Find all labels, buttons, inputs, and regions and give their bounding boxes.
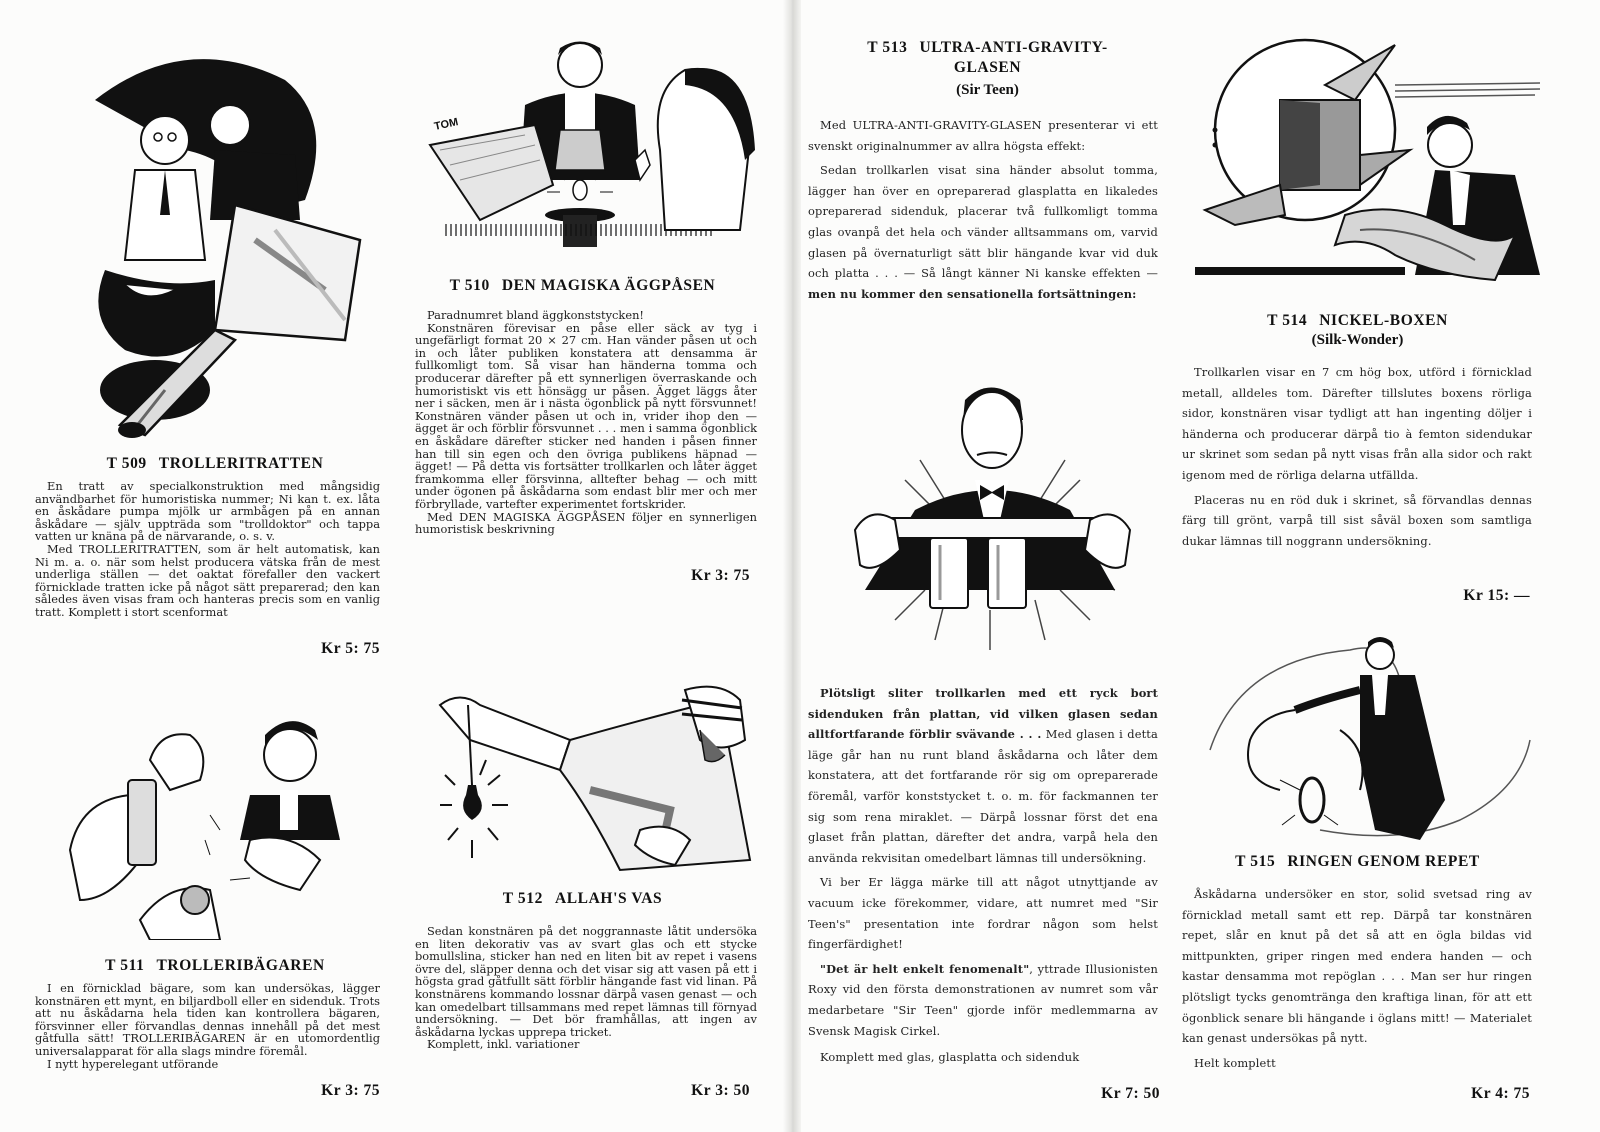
item-code: T 514 [1267,312,1308,329]
item-title-t513 [815,38,1160,78]
item-price-t512: Kr 3: 50 [691,1082,750,1099]
description-paragraph: Med ULTRA-ANTI-GRAVITY-GLASEN presenterar vi ett svenskt originalnummer av allra högsta effekt: [808,118,1158,153]
svg-text:TOM: TOM [433,116,460,133]
item-description-t514 [1182,362,1532,555]
hanging-vase-illustration [420,680,760,885]
item-name: NICKEL-BOXEN [1319,312,1448,329]
item-price-t513: Kr 7: 50 [1101,1085,1160,1102]
item-title-t515 [1185,853,1530,871]
item-name-line1: ULTRA-ANTI-GRAVITY- [919,39,1108,56]
item-title-t512 [410,890,755,908]
egg-bag-magician-illustration [415,30,760,255]
floating-glasses-illustration [825,360,1160,660]
item-code: T 513 [867,39,908,56]
item-title-t514 [1185,312,1530,330]
magic-cup-icon [60,700,360,940]
item-code: T 511 [105,957,145,974]
emphasis-text: Plötsligt sliter trollkarlen med ett ryck bort sidenduken från plattan, vid vilken glasen sedan alltfortfarande förblir svävande . . . [808,686,1158,742]
item-description-t513-intro [808,115,1158,308]
item-price-t515: Kr 4: 75 [1471,1085,1530,1102]
item-title-t509 [40,455,390,473]
item-price-t511: Kr 3: 75 [321,1082,380,1099]
description-paragraph: I nytt hyperelegant utförande [47,1056,219,1071]
item-name: DEN MAGISKA ÄGGPÅSEN [501,277,716,294]
description-paragraph: Med DEN MAGISKA ÄGGPÅSEN följer en synnerligen humoristisk beskrivning [415,509,757,537]
emphasis-text: men nu kommer den sensationella fortsättningen: [808,286,1137,301]
item-code: T 512 [502,890,543,907]
floating-glasses-icon [825,360,1160,660]
description-paragraph: Trollkarlen visar en 7 cm hög box, utförd i förnicklad metall, alldeles tom. Därefter tillslutes boxens rörliga sidor, konstnären visar tydligt att han ingenting döljer i händerna och producerar därpå tio à femton sidendukar ur skrinet som sedan på nytt visas från alla sidor och rakt igenom med de rörliga delarna utfällda. [1182,365,1532,482]
description-paragraph: Sedan konstnären på det noggrannaste låtit undersöka en liten dekorativ vas av svart glas och ett stycke bomullslina, sticker han ned en liten bit av repet i vasens övre del, släpper denna och det visar sig att vasen på ett i högsta grad gåtfullt sätt förblir hängande fast vid linan. På konstnärens kommando lossnar därpå vasen genast — och kan omedelbart tillsammans med repet lämnas till förnyad undersökning. — Det bör framhållas, att ingen av åskådarna lyckas upprepa tricket. [415,924,757,1039]
item-subtitle-t513: (Sir Teen) [956,82,1019,98]
item-subtitle-t514: (Silk-Wonder) [1311,332,1404,348]
quote-text: "Det är helt enkelt fenomenalt" [820,961,1030,976]
item-description-t512 [415,925,757,1051]
vase-icon [420,680,760,885]
funnel-icon [65,40,365,440]
item-title-t510 [410,277,755,295]
ring-rope-icon [1200,630,1535,845]
ring-rope-illustration [1200,630,1535,845]
description-paragraph: Konstnären förevisar en påse eller säck av tyg i ungefärligt format 20 × 27 cm. Han vänder påsen ut och in och låter publiken konstatera att densamma är fullkomligt tom. Så visar han händerna tomma och producerar därefter på ett synnerligen överraskande och humoristiskt vis ett hönsägg ur påsen. Ägget läggs åter ner i säcken, men är i nästa ögonblick på nytt försvunnet! Konstnären vänder påsen ut och in, vrider ihop den — ägget är och förblir försvunnet . . . men i samma ögonblick en åskådare därefter sticker ned handen i påsen finner han till sin egen och den övriga publikens häpnad — ägget! — På detta vis fortsätter trollkarlen och låter ägget framkomma eller försvinna, alltefter behag — och mitt under ögonen på åskådarna som endast blir mer och mer förbryllade, vartefter experimentet fortskrider. [415,320,757,511]
item-name: ALLAH'S VAS [554,890,663,907]
item-description-t509 [35,480,380,619]
complete-note: Komplett med glas, glasplatta och sidenduk [820,1050,1080,1065]
description-paragraph: I en förnicklad bägare, som kan undersökas, lägger konstnären ett mynt, en biljardboll eller en sidenduk. Trots att nu åskådarna hela tiden kan kontrollera bägaren, försvinner eller förvandlas dennas innehåll på det mest gåtfulla sätt! TROLLERIBÄGAREN är en utomordentlig universalapparat för alla slags mindre föremål. [35,981,380,1058]
item-description-t510 [415,309,757,536]
item-code: T 510 [449,277,490,294]
item-name: TROLLERIBÄGAREN [156,957,325,974]
description-paragraph: Vi ber Er lägga märke till att något utnyttjande av vacuum icke förekommer, vidare, att numret med "Sir Teen's" presentation inte fordrar någon som helst fingerfärdighet! [808,875,1158,952]
description-paragraph: Åskådarna undersöker en stor, solid svetsad ring av förnicklad metall samt ett rep. Därpå tar konstnären repet, slår en knut på det så att en ögla bildas vid mittpunkten, griper ringen med endera handen — och kastar densamma mot repöglan . . . Man ser hur ringen plötsligt tycks genomtränga den kraftiga linan, för att ett ögonblick senare bli hängande i öglans mitt! — Materialet kan genast undersökas på nytt. [1182,887,1532,1046]
item-title-t511 [40,957,390,975]
nickel-box-icon [1195,35,1540,285]
item-name: RINGEN GENOM REPET [1287,853,1480,870]
item-code: T 515 [1235,853,1276,870]
description-paragraph: Med TROLLERITRATTEN, som är helt automatisk, kan Ni m. a. o. när som helst producera vätska från de mest underliga ställen — det oaktat förefaller den vackert förnicklade tratten icke på något sätt preparerad; den kan således även visas fram och hanteras precis som en vanlig tratt. Komplett i stort scenformat [35,541,380,619]
page-gutter [783,0,801,1132]
item-price-t510: Kr 3: 75 [691,567,750,584]
item-code: T 509 [106,455,147,472]
description-paragraph: Komplett, inkl. variationer [427,1037,580,1052]
item-description-t513-continuation [808,683,1158,1072]
egg-bag-icon [415,30,760,255]
description-paragraph: Sedan trollkarlen visat sina händer absolut tomma, lägger han över en opreparerad glasplatta en likaledes opreparerad sidenduk, placerar två fullkomligt tomma glas ovanpå det hela och vänder alltsammans om, varvid glasen på övernaturligt sätt blir hängande kvar vid duk och platta . . . — Så långt känner Ni kanske effekten — men nu kommer den sensationella fortsättningen: [808,163,1158,301]
nickel-box-silk-illustration [1195,35,1540,285]
item-name-line2: GLASEN [953,59,1022,76]
item-description-t511 [35,982,380,1070]
description-paragraph: Placeras nu en röd duk i skrinet, så förvandlas dennas färg till grönt, varpå till sist såväl boxen som samtliga dukar lämnas till noggrann undersökning. [1182,492,1532,548]
item-name: TROLLERITRATTEN [158,455,324,472]
description-paragraph: Paradnumret bland äggkonststycken! [427,308,644,322]
description-paragraph: Plötsligt sliter trollkarlen med ett ryck bort sidenduken från plattan, vid vilken glasen sedan alltfortfarande förblir svävande . . . Med glasen i detta läge går han nu runt bland åskådarna och låter dem konstatera, att det fortfarande rör sig om opreparerade föremål, varför konststycket t. o. m. för fackmannen ter sig som rena miraklet. — Därpå lossnar först det ena glaset från plattan, därefter det andra, varpå hela den använda rekvisitan omedelbart lämnas till undersökning. [808,686,1158,865]
item-price-t509: Kr 5: 75 [321,640,380,657]
funnel-handshake-illustration [65,40,365,440]
description-paragraph: "Det är helt enkelt fenomenalt", yttrade Illusionisten Roxy vid den första demonstrationen av numret som vår medarbetare "Sir Teen" gjorde inför medlemmarna av Svensk Magisk Cirkel. [808,961,1158,1038]
item-price-t514: Kr 15: — [1463,587,1530,604]
description-paragraph: En tratt av specialkonstruktion med mångsidig användbarhet för humoristiska nummer; Ni kan t. ex. låta en åskådare pumpa mjölk ur armbågen på en annan åskådare — själv uppträda som "trolldoktor" och tappa vatten ur knäna på de närvarande, o. s. v. [35,479,380,544]
description-paragraph: Helt komplett [1194,1055,1276,1070]
item-description-t515 [1182,884,1532,1077]
magic-cup-hands-illustration [60,700,360,940]
